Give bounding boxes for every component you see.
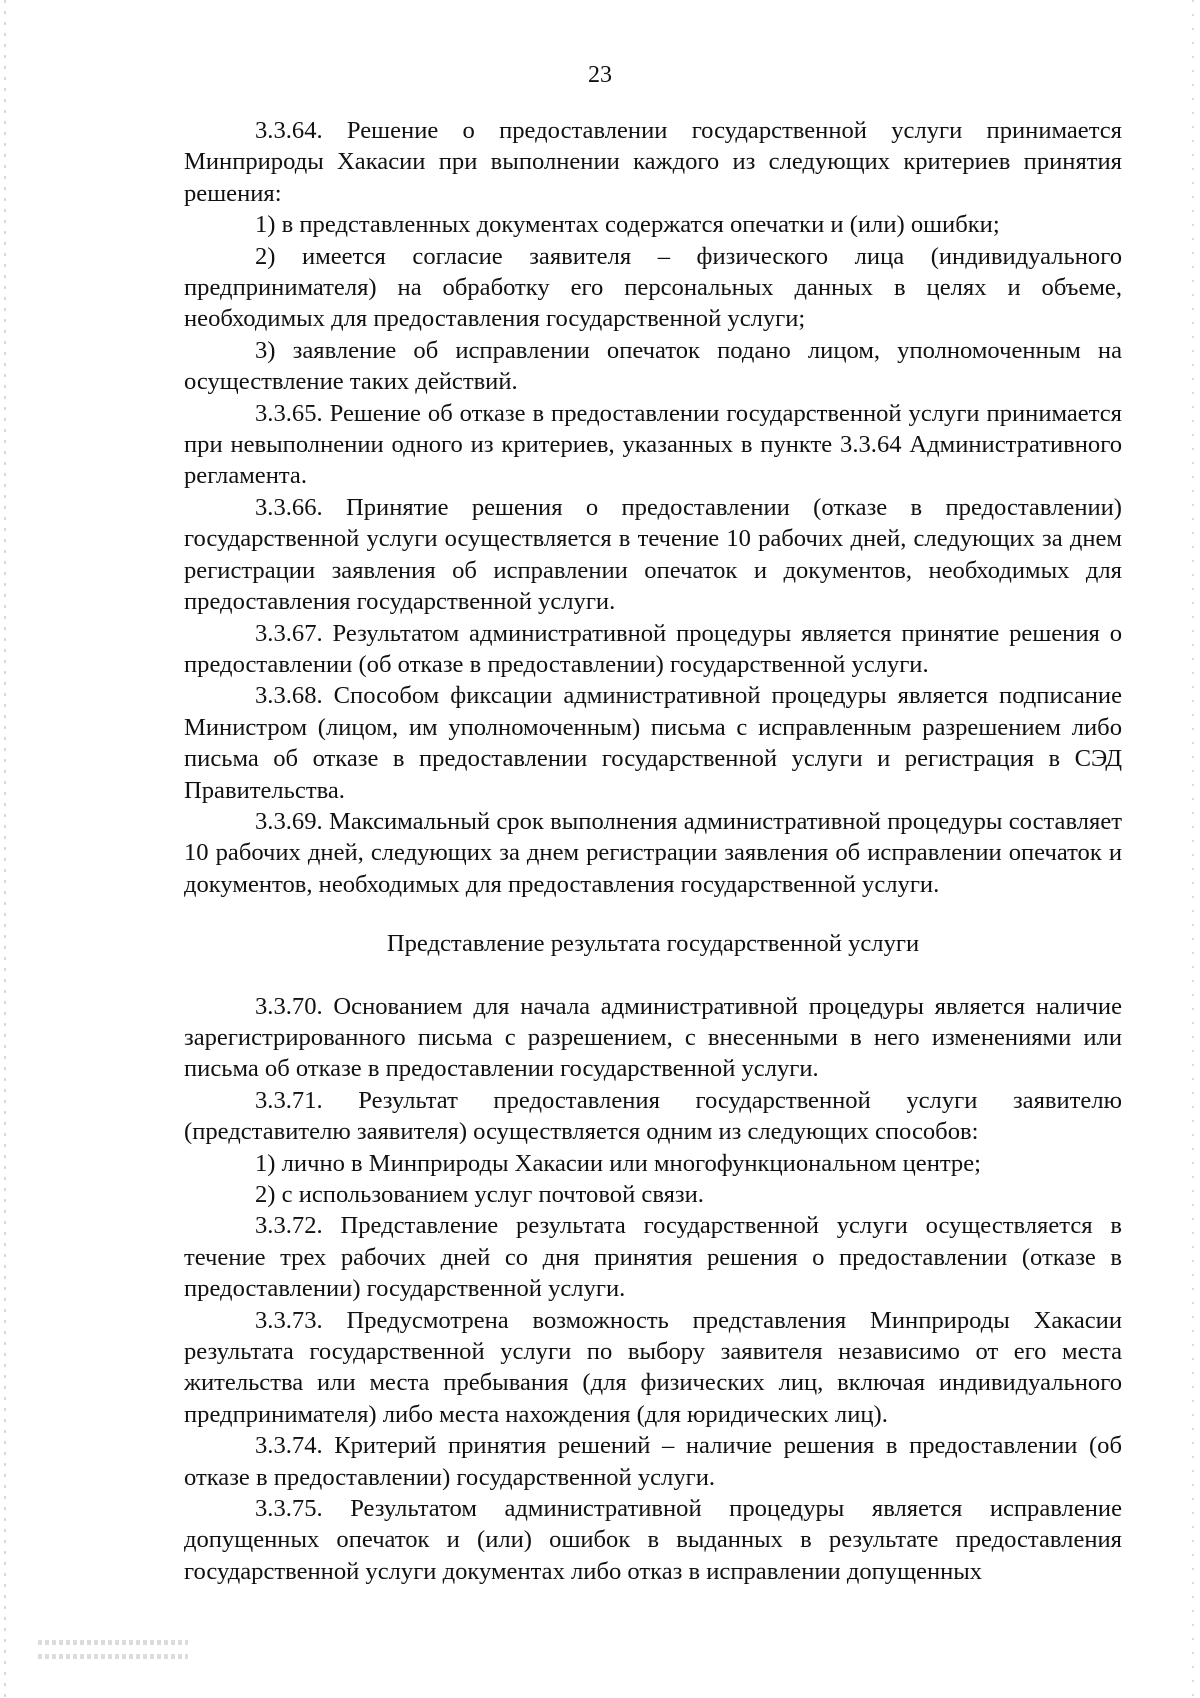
delivery-method-1: 1) лично в Минприроды Хакасии или многофункциональном центре; [255, 1149, 981, 1177]
paragraph-3-3-74: 3.3.74. Критерий принятия решений – наличие решения в предоставлении (об отказе в предоставлении) государственной услуги. [184, 1432, 1122, 1491]
section-heading: Представление результата государственной услуги [386, 930, 920, 958]
scan-edge-left [4, 0, 6, 1698]
paragraph-3-3-73: 3.3.73. Предусмотрена возможность представления Минприроды Хакасии результата государственной услуги по выбору заявителя независимо от его места жительства или места пребывания (для физических лиц, включая индивидуального предпринимателя) либо места нахождения (для юридических лиц). [184, 1306, 1122, 1428]
paragraph-3-3-71: 3.3.71. Результат предоставления государственной услуги заявителю (представителю заявителя) осуществляется одним из следующих способов: [184, 1086, 1122, 1146]
paragraph-3-3-68: 3.3.68. Способом фиксации административной процедуры является подписание Министром (лицом, им уполномоченным) письма с исправленным разрешением либо письма об отказе в предоставлении государственной услуги и регистрация в СЭД Правительства. [184, 682, 1122, 804]
paragraph-3-3-64: 3.3.64. Решение о предоставлении государственной услуги принимается Минприроды Хакасии при выполнении каждого из следующих критериев принятия решения: [184, 117, 1122, 207]
paragraph-3-3-72: 3.3.72. Представление результата государственной услуги осуществляется в течение трех рабочих дней со дня принятия решения о предоставлении (отказе в предоставлении) государственной услуги. [184, 1212, 1122, 1303]
criterion-item-3: 3) заявление об исправлении опечаток подано лицом, уполномоченным на осуществление таких действий. [184, 336, 1122, 396]
page-number: 23 [588, 62, 612, 88]
criterion-item-1: 1) в представленных документах содержатся опечатки и (или) ошибки; [255, 211, 1000, 239]
criterion-item-2: 2) имеется согласие заявителя – физического лица (индивидуального предпринимателя) на обработку его персональных данных в целях и объеме, необходимых для предоставления государственной услуги; [184, 242, 1122, 333]
paragraph-3-3-70: 3.3.70. Основанием для начала административной процедуры является наличие зарегистрированного письма с разрешением, с внесенными в него изменениями или письма об отказе в предоставлении государственной услуги. [184, 992, 1122, 1083]
stamp-line [38, 1640, 188, 1645]
faint-stamp-mark [38, 1640, 188, 1676]
paragraph-3-3-66: 3.3.66. Принятие решения о предоставлении (отказе в предоставлении) государственной услуги осуществляется в течение 10 рабочих дней, следующих за днем регистрации заявления об исправлении опечаток и документов, необходимых для предоставления государственной услуги. [184, 493, 1122, 616]
paragraph-3-3-75: 3.3.75. Результатом административной процедуры является исправление допущенных опечаток и (или) ошибок в выданных в результате предоставления государственной услуги документах либо отказ в исправлении допущенных [184, 1495, 1122, 1585]
paragraph-3-3-69: 3.3.69. Максимальный срок выполнения административной процедуры составляет 10 рабочих дней, следующих за днем регистрации заявления об исправлении опечаток и документов, необходимых для предоставления государственной услуги. [184, 807, 1122, 898]
paragraph-3-3-67: 3.3.67. Результатом административной процедуры является принятие решения о предоставлении (об отказе в предоставлении) государственной услуги. [184, 619, 1122, 678]
delivery-method-2: 2) с использованием услуг почтовой связи. [255, 1181, 704, 1208]
paragraph-3-3-65: 3.3.65. Решение об отказе в предоставлении государственной услуги принимается при невыполнении одного из критериев, указанных в пункте 3.3.64 Административного регламента. [184, 399, 1122, 490]
scan-edge-right [1192, 0, 1194, 1698]
stamp-line [38, 1654, 188, 1659]
document-body [184, 115, 1122, 1587]
